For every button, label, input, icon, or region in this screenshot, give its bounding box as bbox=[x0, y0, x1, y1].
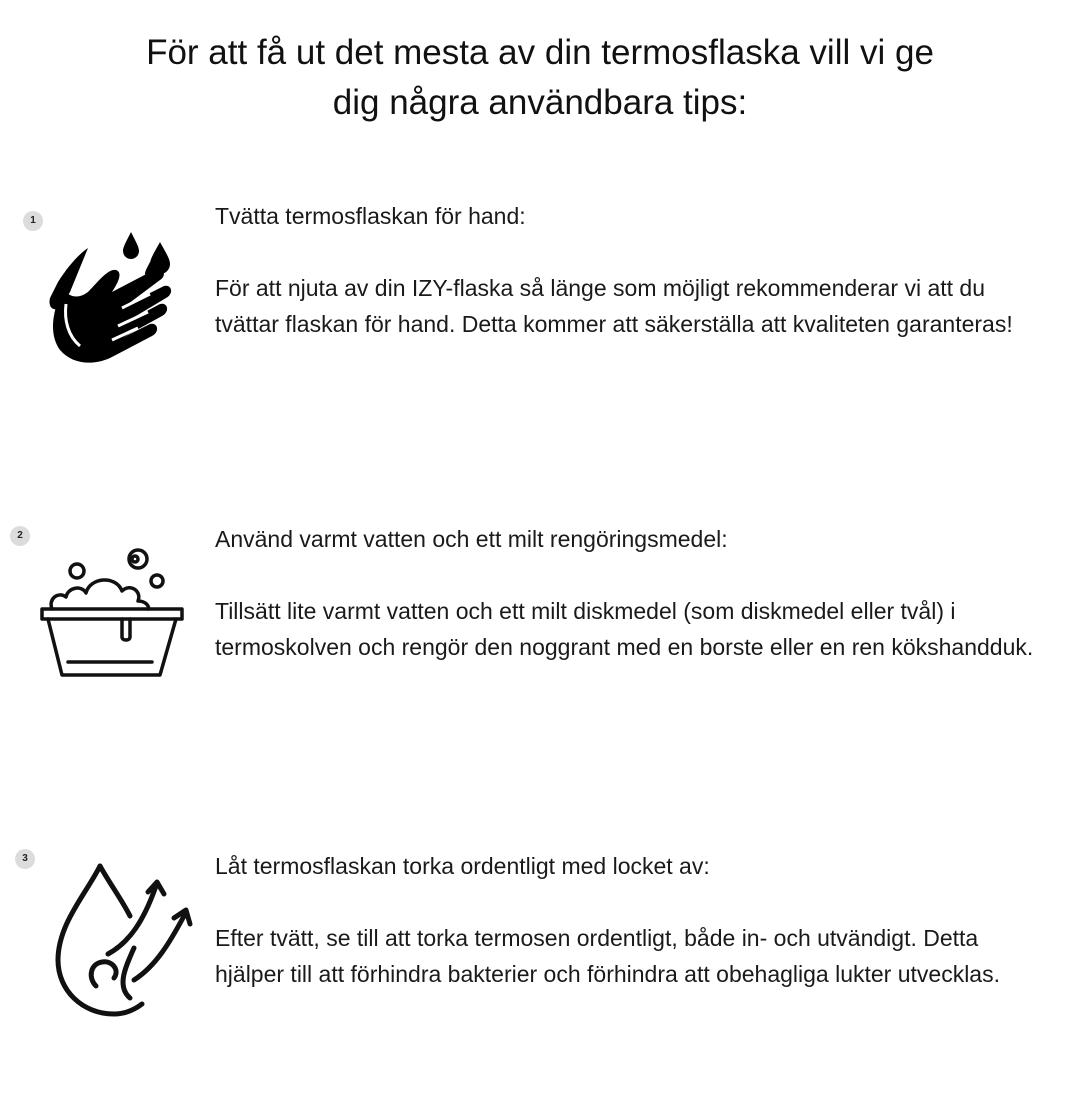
tip-1 bbox=[0, 190, 1080, 450]
tip-heading: Tvätta termosflaskan för hand: bbox=[215, 203, 526, 229]
soapy-basin-icon bbox=[30, 535, 200, 705]
tip-number-badge: 1 bbox=[23, 211, 43, 231]
tip-number-badge: 2 bbox=[10, 526, 30, 546]
tip-body: Efter tvätt, se till att torka termosen ordentligt, både in- och utvändigt. Detta hjälper till att förhindra bakterier och förhindra att obehagliga lukter utvecklas. bbox=[215, 925, 1000, 987]
tip-2-text bbox=[215, 521, 1035, 665]
page-title bbox=[60, 28, 1020, 128]
tip-body: Tillsätt lite varmt vatten och ett milt diskmedel (som diskmedel eller tvål) i termoskolven och rengör den noggrant med en borste eller en ren kökshandduk. bbox=[215, 598, 1034, 660]
tip-heading: Låt termosflaskan torka ordentligt med locket av: bbox=[215, 853, 710, 879]
tip-2 bbox=[0, 515, 1080, 775]
tip-1-text bbox=[215, 198, 1035, 342]
tip-body: För att njuta av din IZY-flaska så länge som möjligt rekommenderar vi att du tvättar flaskan för hand. Detta kommer att säkerställa att kvaliteten garanteras! bbox=[215, 275, 1013, 337]
washing-hands-icon bbox=[30, 208, 200, 378]
page-title-line-1: För att få ut det mesta av din termosflaska vill vi ge bbox=[146, 33, 934, 72]
tip-number-badge: 3 bbox=[15, 849, 35, 869]
evaporating-drop-icon bbox=[30, 858, 200, 1028]
tip-heading: Använd varmt vatten och ett milt rengöringsmedel: bbox=[215, 526, 728, 552]
page-title-line-2: dig några användbara tips: bbox=[332, 83, 748, 122]
tip-3-text bbox=[215, 848, 1035, 992]
tip-3 bbox=[0, 840, 1080, 1100]
